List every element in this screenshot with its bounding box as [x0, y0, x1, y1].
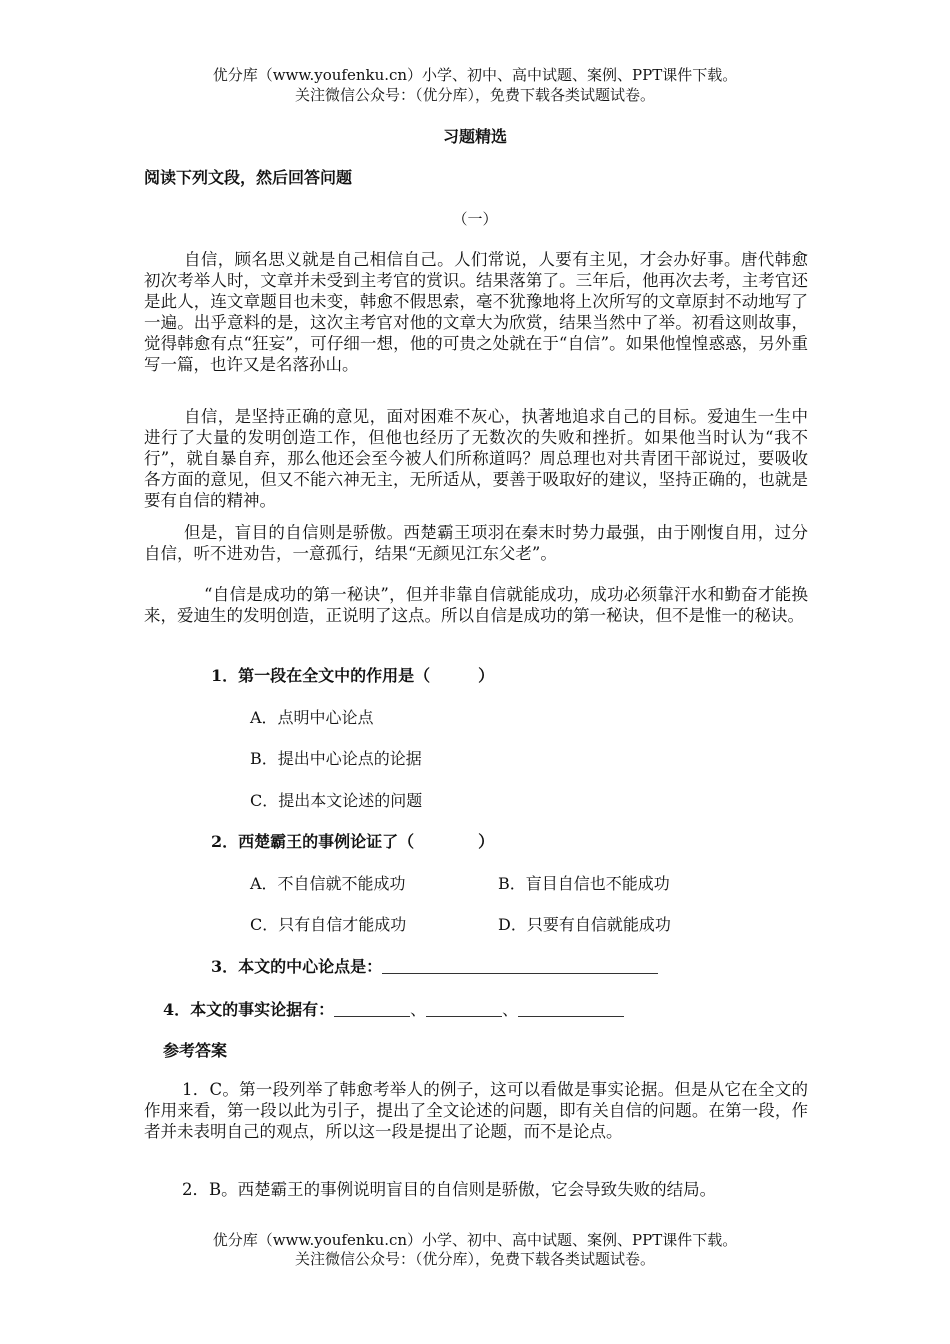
q2-option-d: D．只要有自信就能成功	[498, 915, 671, 934]
question-2: 2．西楚霸王的事例论证了（ ）	[211, 832, 495, 851]
answer-item-2: 2．B。西楚霸王的事例说明盲目的自信则是骄傲，它会导致失败的结局。	[182, 1180, 717, 1199]
q1-option-c: C．提出本文论述的问题	[250, 791, 423, 810]
answer-blank[interactable]	[518, 1002, 624, 1017]
subsection-label: （一）	[452, 210, 498, 228]
passage-paragraph-1: 自信，顾名思义就是自己相信自己。人们常说，人要有主见，才会办好事。唐代韩愈初次考举人时，文章并未受到主考官的赏识。结果落第了。三年后，他再次去考，主考官还是此人，连文章题目也未变，韩愈不假思索，毫不犹豫地将上次所写的文章原封不动地写了一遍。出乎意料的是，这次主考官对他的文章大为欣赏，结果当然中了举。初看这则故事，觉得韩愈有点“狂妄”，可仔细一想，他的可贵之处就在于“自信”。如果他惶惶惑惑，另外重写一篇，也许又是名落孙山。	[144, 250, 808, 374]
passage-paragraph-3: 但是，盲目的自信则是骄傲。西楚霸王项羽在秦末时势力最强，由于刚愎自用，过分自信，听不进劝告，一意孤行，结果“无颜见江东父老”。	[144, 523, 808, 563]
footer-line-1: 优分库（www.youfenku.cn）小学、初中、高中试题、案例、PPT课件下载。	[212, 1231, 738, 1249]
footer-line-2: 关注微信公众号：（优分库），免费下载各类试题试卷。	[294, 1250, 655, 1268]
q2-option-a: A．不自信就不能成功	[250, 874, 406, 893]
answers-heading: 参考答案	[163, 1041, 228, 1060]
question-1: 1．第一段在全文中的作用是（ ）	[211, 666, 495, 685]
header-line-2: 关注微信公众号：（优分库），免费下载各类试题试卷。	[294, 86, 655, 104]
q1-option-b: B．提出中心论点的论据	[250, 749, 422, 768]
question-4	[163, 997, 624, 1020]
question-4-text: 4．本文的事实论据有：	[163, 1000, 335, 1019]
header-line-1: 优分库（www.youfenku.cn）小学、初中、高中试题、案例、PPT课件下载。	[212, 66, 738, 84]
question-3-text: 3．本文的中心论点是：	[211, 957, 383, 976]
answer-item-1: 1．C。第一段列举了韩愈考举人的例子，这可以看做是事实论据。但是从它在全文的作用来看，第一段以此为引子，提出了全文论述的问题，即有关自信的问题。在第一段，作者并未表明自己的观点，所以这一段是提出了论题，而不是论点。	[144, 1080, 808, 1141]
question-3	[211, 954, 658, 977]
blank-separator: 、	[502, 1000, 519, 1019]
q2-option-c: C．只有自信才能成功	[250, 915, 407, 934]
passage-paragraph-2: 自信，是坚持正确的意见，面对困难不灰心，执著地追求自己的目标。爱迪生一生中进行了大量的发明创造工作，但他也经历了无数次的失败和挫折。如果他当时认为“我不行”，就自暴自弃，那么他还会至今被人们所称道吗？周总理也对共青团干部说过，要吸收各方面的意见，但又不能六神无主，无所适从，要善于吸取好的建议，坚持正确的，也就是要有自信的精神。	[144, 407, 808, 510]
answer-blank[interactable]	[334, 1002, 410, 1017]
page-title: 习题精选	[442, 127, 507, 146]
passage-paragraph-4: “自信是成功的第一秘诀”，但并非靠自信就能成功，成功必须靠汗水和勤奋才能换来，爱迪生的发明创造，正说明了这点。所以自信是成功的第一秘诀，但不是惟一的秘诀。	[144, 585, 808, 625]
answer-blank[interactable]	[382, 959, 658, 974]
q1-option-a: A．点明中心论点	[250, 708, 374, 727]
answer-blank[interactable]	[426, 1002, 502, 1017]
section-title: 阅读下列文段，然后回答问题	[144, 168, 353, 187]
q2-option-b: B．盲目自信也不能成功	[498, 874, 670, 893]
blank-separator: 、	[410, 1000, 427, 1019]
